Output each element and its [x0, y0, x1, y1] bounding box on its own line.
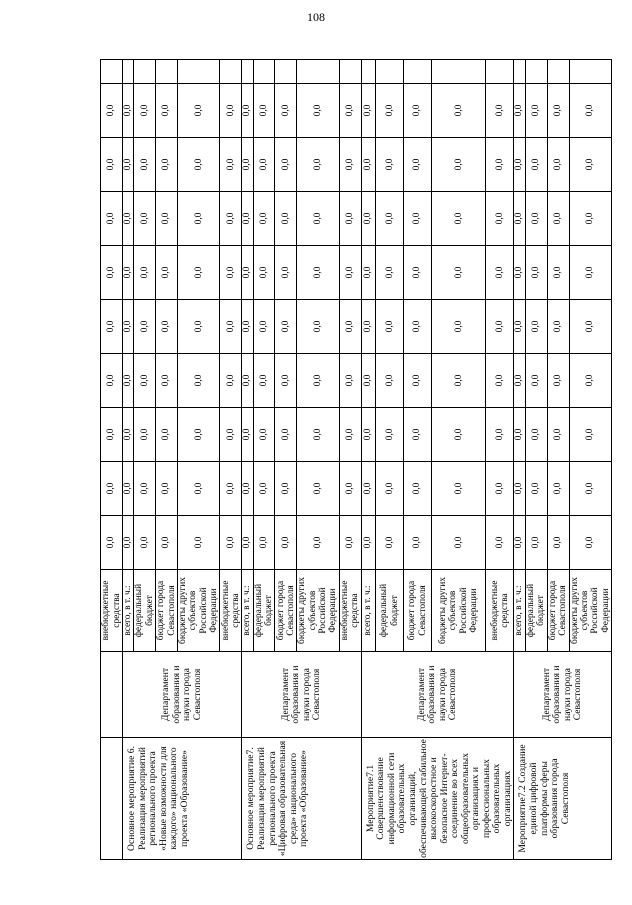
- amount-cell: 0,0: [123, 84, 134, 138]
- amount-cell: 0,0: [242, 138, 253, 192]
- amount-cell: 0,0: [275, 516, 297, 570]
- amount-cell: 0,0: [547, 408, 569, 462]
- amount-cell: 0,0: [547, 462, 569, 516]
- amount-cell: 0,0: [297, 246, 339, 300]
- amount-cell: 0,0: [275, 408, 297, 462]
- amount-cell: 0,0: [242, 192, 253, 246]
- amount-cell: 0,0: [361, 354, 376, 408]
- amount-cell: 0,0: [361, 138, 376, 192]
- amount-cell: 0,0: [178, 84, 220, 138]
- amount-cell: 0,0: [569, 462, 611, 516]
- amount-cell: 0,0: [432, 300, 486, 354]
- empty-cell: [101, 60, 123, 84]
- amount-cell: 0,0: [432, 192, 486, 246]
- amount-cell: 0,0: [253, 246, 275, 300]
- amount-cell: 0,0: [376, 84, 404, 138]
- amount-cell: 0,0: [101, 84, 123, 138]
- amount-cell: 0,0: [547, 354, 569, 408]
- rotated-table-container: [100, 60, 611, 860]
- amount-cell: 0,0: [253, 192, 275, 246]
- amount-cell: 0,0: [297, 84, 339, 138]
- funding-source: федеральный бюджет: [525, 570, 547, 652]
- amount-cell: 0,0: [525, 408, 547, 462]
- amount-cell: 0,0: [376, 246, 404, 300]
- amount-cell: 0,0: [297, 192, 339, 246]
- amount-cell: 0,0: [339, 138, 361, 192]
- amount-cell: 0,0: [361, 462, 376, 516]
- amount-cell: 0,0: [339, 300, 361, 354]
- funding-source: всего, в т. ч.:: [123, 570, 134, 652]
- amount-cell: 0,0: [339, 408, 361, 462]
- amount-cell: 0,0: [514, 138, 525, 192]
- amount-cell: 0,0: [339, 354, 361, 408]
- amount-cell: 0,0: [486, 462, 514, 516]
- amount-cell: 0,0: [432, 462, 486, 516]
- empty-cell: [569, 60, 611, 84]
- amount-cell: 0,0: [297, 354, 339, 408]
- amount-cell: 0,0: [569, 516, 611, 570]
- amount-cell: 0,0: [253, 84, 275, 138]
- amount-cell: 0,0: [525, 84, 547, 138]
- amount-cell: 0,0: [178, 516, 220, 570]
- empty-cell: [297, 60, 339, 84]
- amount-cell: 0,0: [134, 246, 156, 300]
- amount-cell: 0,0: [514, 246, 525, 300]
- amount-cell: 0,0: [156, 300, 178, 354]
- amount-cell: 0,0: [275, 192, 297, 246]
- amount-cell: 0,0: [242, 300, 253, 354]
- amount-cell: 0,0: [297, 300, 339, 354]
- funding-source: всего, в т. ч.:: [242, 570, 253, 652]
- amount-cell: 0,0: [361, 192, 376, 246]
- amount-cell: 0,0: [123, 138, 134, 192]
- funding-source: федеральный бюджет: [253, 570, 275, 652]
- amount-cell: 0,0: [101, 462, 123, 516]
- amount-cell: 0,0: [220, 246, 242, 300]
- empty-cell: [514, 60, 525, 84]
- amount-cell: 0,0: [486, 300, 514, 354]
- amount-cell: 0,0: [178, 462, 220, 516]
- empty-cell: [275, 60, 297, 84]
- funding-source: бюджет города Севастополя: [156, 570, 178, 652]
- amount-cell: 0,0: [101, 300, 123, 354]
- amount-cell: 0,0: [156, 246, 178, 300]
- empty-cell: [525, 60, 547, 84]
- funding-source: бюджеты других субъектов Российской Федерации: [178, 570, 220, 652]
- amount-cell: 0,0: [376, 138, 404, 192]
- amount-cell: 0,0: [376, 462, 404, 516]
- funding-source: бюджеты других субъектов Российской Федерации: [569, 570, 611, 652]
- amount-cell: 0,0: [525, 354, 547, 408]
- amount-cell: 0,0: [275, 84, 297, 138]
- amount-cell: 0,0: [525, 516, 547, 570]
- amount-cell: 0,0: [134, 354, 156, 408]
- activity-name: Мероприятие7.1 Совершенствование информационной сети образовательных организаций, обеспечивающей стабильное высокоскоростное и безопасное Интернет-соединение во всех общеобразовательных организациях и профессиональных образовательных организациях: [361, 738, 514, 860]
- funding-table: [100, 59, 612, 860]
- amount-cell: 0,0: [486, 246, 514, 300]
- amount-cell: 0,0: [432, 84, 486, 138]
- empty-cell: [486, 60, 514, 84]
- amount-cell: 0,0: [275, 462, 297, 516]
- amount-cell: 0,0: [178, 408, 220, 462]
- amount-cell: 0,0: [242, 246, 253, 300]
- amount-cell: 0,0: [275, 300, 297, 354]
- empty-cell: [547, 60, 569, 84]
- amount-cell: 0,0: [253, 354, 275, 408]
- amount-cell: 0,0: [242, 354, 253, 408]
- amount-cell: 0,0: [156, 354, 178, 408]
- amount-cell: 0,0: [156, 462, 178, 516]
- amount-cell: 0,0: [569, 246, 611, 300]
- amount-cell: 0,0: [220, 138, 242, 192]
- table-row: [123, 60, 134, 860]
- amount-cell: 0,0: [123, 408, 134, 462]
- amount-cell: 0,0: [404, 462, 432, 516]
- amount-cell: 0,0: [253, 516, 275, 570]
- amount-cell: 0,0: [253, 138, 275, 192]
- empty-cell: [432, 60, 486, 84]
- amount-cell: 0,0: [339, 246, 361, 300]
- amount-cell: 0,0: [134, 516, 156, 570]
- empty-cell: [220, 60, 242, 84]
- amount-cell: 0,0: [134, 192, 156, 246]
- amount-cell: 0,0: [361, 246, 376, 300]
- amount-cell: 0,0: [432, 408, 486, 462]
- amount-cell: 0,0: [178, 300, 220, 354]
- amount-cell: 0,0: [220, 462, 242, 516]
- amount-cell: 0,0: [404, 84, 432, 138]
- page-number: 108: [307, 10, 325, 24]
- amount-cell: 0,0: [134, 84, 156, 138]
- funding-source: внебюджетные средства: [339, 570, 361, 652]
- amount-cell: 0,0: [569, 408, 611, 462]
- amount-cell: 0,0: [220, 354, 242, 408]
- amount-cell: 0,0: [101, 354, 123, 408]
- empty-cell: [178, 60, 220, 84]
- amount-cell: 0,0: [432, 246, 486, 300]
- amount-cell: 0,0: [547, 246, 569, 300]
- amount-cell: 0,0: [432, 138, 486, 192]
- funding-source: всего, в т. ч.:: [514, 570, 525, 652]
- amount-cell: 0,0: [242, 408, 253, 462]
- responsible-department: [101, 652, 123, 738]
- amount-cell: 0,0: [178, 192, 220, 246]
- amount-cell: 0,0: [547, 192, 569, 246]
- amount-cell: 0,0: [525, 138, 547, 192]
- amount-cell: 0,0: [101, 516, 123, 570]
- empty-cell: [404, 60, 432, 84]
- amount-cell: 0,0: [339, 84, 361, 138]
- amount-cell: 0,0: [297, 408, 339, 462]
- amount-cell: 0,0: [486, 516, 514, 570]
- empty-cell: [242, 60, 253, 84]
- amount-cell: 0,0: [361, 516, 376, 570]
- amount-cell: 0,0: [376, 354, 404, 408]
- amount-cell: 0,0: [123, 300, 134, 354]
- amount-cell: 0,0: [569, 354, 611, 408]
- amount-cell: 0,0: [134, 300, 156, 354]
- amount-cell: 0,0: [569, 138, 611, 192]
- amount-cell: 0,0: [339, 516, 361, 570]
- amount-cell: 0,0: [569, 84, 611, 138]
- amount-cell: 0,0: [242, 462, 253, 516]
- amount-cell: 0,0: [376, 516, 404, 570]
- amount-cell: 0,0: [134, 408, 156, 462]
- amount-cell: 0,0: [220, 516, 242, 570]
- funding-source: внебюджетные средства: [486, 570, 514, 652]
- amount-cell: 0,0: [404, 516, 432, 570]
- amount-cell: 0,0: [432, 354, 486, 408]
- amount-cell: 0,0: [525, 192, 547, 246]
- amount-cell: 0,0: [275, 354, 297, 408]
- amount-cell: 0,0: [297, 462, 339, 516]
- amount-cell: 0,0: [339, 192, 361, 246]
- responsible-department: Департамент образования и науки города Севастополя: [361, 652, 514, 738]
- table-row: [101, 60, 123, 860]
- amount-cell: 0,0: [486, 408, 514, 462]
- amount-cell: 0,0: [101, 408, 123, 462]
- amount-cell: 0,0: [514, 84, 525, 138]
- funding-source: бюджет города Севастополя: [547, 570, 569, 652]
- activity-name: [101, 738, 123, 860]
- amount-cell: 0,0: [514, 408, 525, 462]
- amount-cell: 0,0: [514, 192, 525, 246]
- empty-cell: [253, 60, 275, 84]
- amount-cell: 0,0: [253, 408, 275, 462]
- amount-cell: 0,0: [178, 138, 220, 192]
- amount-cell: 0,0: [486, 138, 514, 192]
- amount-cell: 0,0: [525, 246, 547, 300]
- amount-cell: 0,0: [220, 300, 242, 354]
- amount-cell: 0,0: [361, 84, 376, 138]
- amount-cell: 0,0: [404, 408, 432, 462]
- amount-cell: 0,0: [123, 192, 134, 246]
- amount-cell: 0,0: [525, 300, 547, 354]
- amount-cell: 0,0: [123, 516, 134, 570]
- empty-cell: [134, 60, 156, 84]
- funding-source: бюджет города Севастополя: [404, 570, 432, 652]
- table-body: [101, 60, 612, 860]
- amount-cell: 0,0: [275, 138, 297, 192]
- funding-source: бюджеты других субъектов Российской Федерации: [432, 570, 486, 652]
- amount-cell: 0,0: [220, 192, 242, 246]
- amount-cell: 0,0: [486, 354, 514, 408]
- amount-cell: 0,0: [178, 246, 220, 300]
- amount-cell: 0,0: [514, 354, 525, 408]
- empty-cell: [376, 60, 404, 84]
- table-row: [514, 60, 525, 860]
- amount-cell: 0,0: [134, 138, 156, 192]
- amount-cell: 0,0: [404, 354, 432, 408]
- amount-cell: 0,0: [525, 462, 547, 516]
- amount-cell: 0,0: [376, 300, 404, 354]
- empty-cell: [123, 60, 134, 84]
- amount-cell: 0,0: [514, 300, 525, 354]
- amount-cell: 0,0: [547, 138, 569, 192]
- amount-cell: 0,0: [547, 84, 569, 138]
- table-row: [361, 60, 376, 860]
- amount-cell: 0,0: [404, 300, 432, 354]
- amount-cell: 0,0: [569, 192, 611, 246]
- amount-cell: 0,0: [220, 408, 242, 462]
- amount-cell: 0,0: [547, 300, 569, 354]
- amount-cell: 0,0: [275, 246, 297, 300]
- amount-cell: 0,0: [297, 516, 339, 570]
- amount-cell: 0,0: [569, 300, 611, 354]
- amount-cell: 0,0: [101, 138, 123, 192]
- amount-cell: 0,0: [156, 192, 178, 246]
- amount-cell: 0,0: [156, 138, 178, 192]
- amount-cell: 0,0: [156, 408, 178, 462]
- funding-source: всего, в т. ч.:: [361, 570, 376, 652]
- amount-cell: 0,0: [486, 192, 514, 246]
- empty-cell: [339, 60, 361, 84]
- amount-cell: 0,0: [156, 516, 178, 570]
- amount-cell: 0,0: [123, 246, 134, 300]
- amount-cell: 0,0: [361, 300, 376, 354]
- amount-cell: 0,0: [404, 138, 432, 192]
- amount-cell: 0,0: [376, 192, 404, 246]
- amount-cell: 0,0: [134, 462, 156, 516]
- amount-cell: 0,0: [376, 408, 404, 462]
- responsible-department: Департамент образования и науки города Севастополя: [123, 652, 242, 738]
- responsible-department: Департамент образования и науки города Севастополя: [242, 652, 361, 738]
- amount-cell: 0,0: [486, 84, 514, 138]
- amount-cell: 0,0: [404, 246, 432, 300]
- amount-cell: 0,0: [361, 408, 376, 462]
- amount-cell: 0,0: [514, 462, 525, 516]
- amount-cell: 0,0: [339, 462, 361, 516]
- activity-name: Мероприятие7.2 Создание единой цифровой платформы сферы образования города Севастополя: [514, 738, 611, 860]
- amount-cell: 0,0: [123, 354, 134, 408]
- empty-cell: [361, 60, 376, 84]
- amount-cell: 0,0: [253, 462, 275, 516]
- amount-cell: 0,0: [242, 84, 253, 138]
- amount-cell: 0,0: [156, 84, 178, 138]
- table-row: [242, 60, 253, 860]
- activity-name: Основное мероприятие7. Реализация мероприятий регионального проекта «Цифровая образовательная среда» национального проекта «Образование»: [242, 738, 361, 860]
- activity-name: Основное мероприятие 6. Реализация мероприятий регионального проекта «Новые возможности для каждого» национального проекта «Образование»: [123, 738, 242, 860]
- funding-source: внебюджетные средства: [220, 570, 242, 652]
- amount-cell: 0,0: [178, 354, 220, 408]
- amount-cell: 0,0: [220, 84, 242, 138]
- amount-cell: 0,0: [514, 516, 525, 570]
- amount-cell: 0,0: [297, 138, 339, 192]
- amount-cell: 0,0: [242, 516, 253, 570]
- amount-cell: 0,0: [101, 246, 123, 300]
- amount-cell: 0,0: [404, 192, 432, 246]
- empty-cell: [156, 60, 178, 84]
- funding-source: федеральный бюджет: [134, 570, 156, 652]
- funding-source: внебюджетные средства: [101, 570, 123, 652]
- responsible-department: Департамент образования и науки города Севастополя: [514, 652, 611, 738]
- funding-source: бюджеты других субъектов Российской Федерации: [297, 570, 339, 652]
- funding-source: федеральный бюджет: [376, 570, 404, 652]
- amount-cell: 0,0: [432, 516, 486, 570]
- amount-cell: 0,0: [123, 462, 134, 516]
- funding-source: бюджет города Севастополя: [275, 570, 297, 652]
- amount-cell: 0,0: [253, 300, 275, 354]
- amount-cell: 0,0: [101, 192, 123, 246]
- amount-cell: 0,0: [547, 516, 569, 570]
